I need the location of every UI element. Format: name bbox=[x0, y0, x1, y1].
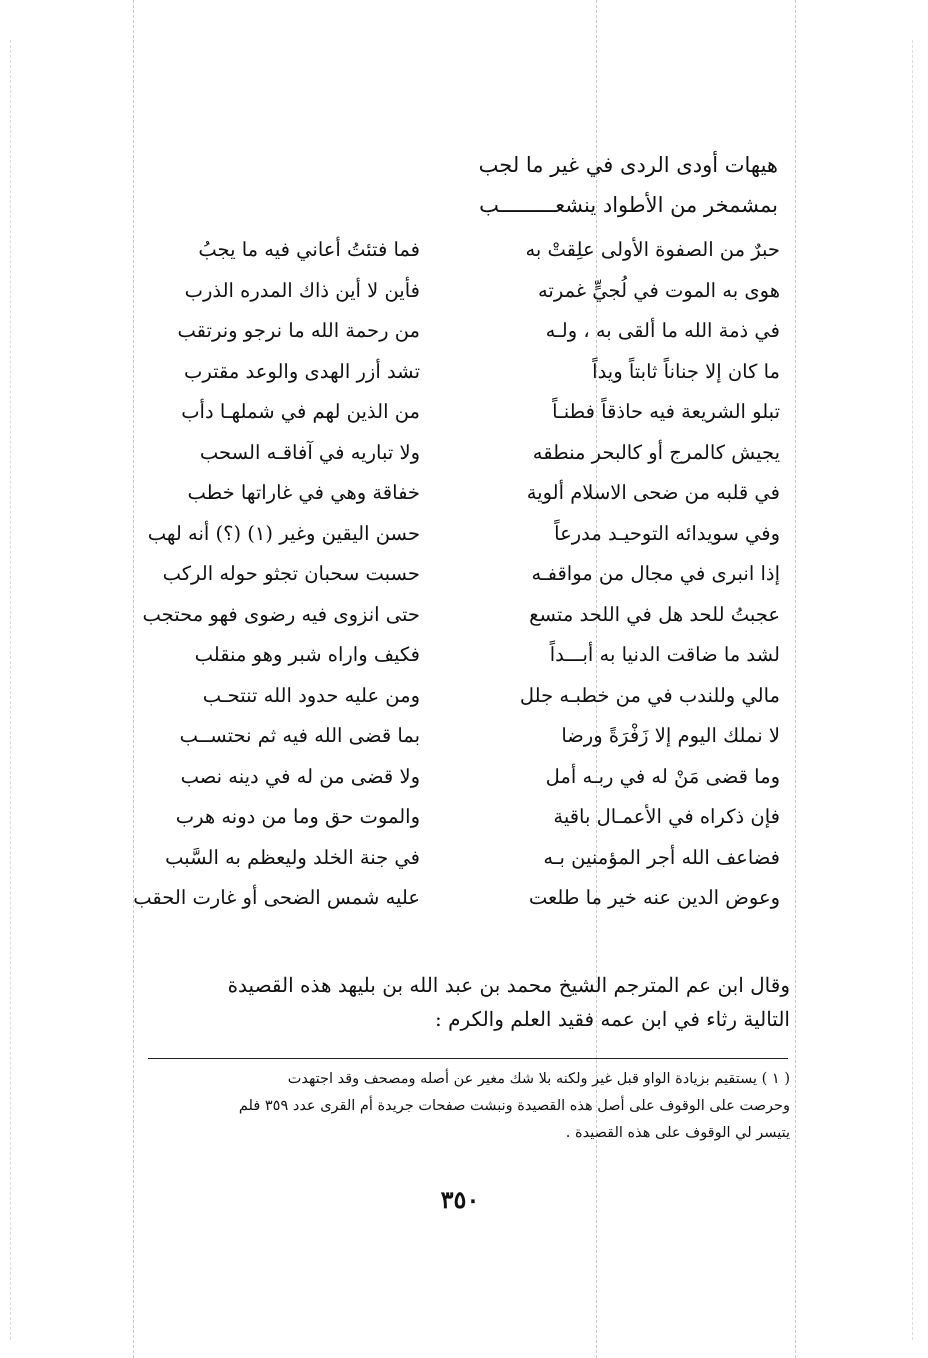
verse-second-hemistich: تشد أزر الهدى والوعد مقترب bbox=[184, 359, 420, 383]
verse-first-hemistich: لا نملك اليوم إلا زَفْرَةً ورضا bbox=[561, 724, 780, 747]
verse-row bbox=[120, 635, 780, 676]
opening-line: هيهات أودى الردى في غير ما لجب bbox=[478, 153, 778, 177]
footnote-separator bbox=[148, 1058, 788, 1059]
verse-second-hemistich: والموت حق وما من دونه هرب bbox=[175, 805, 420, 828]
verse-first-hemistich: وما قضى مَنْ له في ربـه أمل bbox=[545, 764, 780, 788]
prose-paragraph bbox=[120, 968, 790, 1036]
verse-second-hemistich: فما فتئتُ أعاني فيه ما يجبُ bbox=[198, 238, 420, 261]
verse-second-hemistich: بما قضى الله فيه ثم نحتســب bbox=[179, 724, 420, 747]
verse-first-hemistich: عجبتُ للحد هل في اللحد متسع bbox=[529, 602, 780, 626]
verse-row bbox=[120, 878, 780, 919]
footnote-line: يتيسر لي الوقوف على هذه القصيدة . bbox=[565, 1125, 790, 1141]
verse-second-hemistich: ومن عليه حدود الله تنتحـب bbox=[202, 683, 420, 707]
scan-guide-line bbox=[10, 40, 11, 1340]
verse-row bbox=[120, 392, 780, 433]
verse-row bbox=[120, 838, 780, 879]
verse-first-hemistich: فإن ذكراه في الأعمـال باقية bbox=[553, 805, 780, 828]
scan-guide-line bbox=[795, 0, 796, 1358]
verse-first-hemistich: وفي سويدائه التوحيـد مدرعاً bbox=[554, 521, 780, 545]
verse-second-hemistich: عليه شمس الضحى أو غارت الحقب bbox=[133, 886, 420, 909]
verse-row bbox=[120, 716, 780, 757]
verse-first-hemistich: فضاعف الله أجر المؤمنين بـه bbox=[543, 845, 780, 869]
verse-first-hemistich: يجيش كالمرج أو كالبحر منطقه bbox=[532, 440, 780, 464]
opening-verse bbox=[138, 145, 778, 225]
verse-first-hemistich: ما كان إلا جناناً ثابتاً ويداً bbox=[592, 359, 780, 383]
verse-row bbox=[120, 473, 780, 514]
verse-second-hemistich: من رحمة الله ما نرجو ونرتقب bbox=[177, 319, 420, 342]
verse-second-hemistich: حتى انزوى فيه رضوى فهو محتجب bbox=[142, 602, 420, 626]
verse-second-hemistich: فأين لا أين ذاك المدره الذرب bbox=[184, 278, 420, 302]
opening-line: بمشمخر من الأطواد ينشعـــــــــب bbox=[479, 193, 778, 217]
verse-row bbox=[120, 595, 780, 636]
verse-row bbox=[120, 311, 780, 352]
verse-first-hemistich: وعوض الدين عنه خير ما طلعت bbox=[528, 886, 780, 909]
footnote bbox=[120, 1066, 790, 1147]
verse-first-hemistich: مالي وللندب في من خطبـه جلل bbox=[519, 683, 780, 707]
footnote-line: وحرصت على الوقوف على أصل هذه القصيدة ونبشت صفحات جريدة أم القرى عدد ٣٥٩ فلم bbox=[238, 1098, 790, 1114]
scan-guide-line bbox=[912, 40, 913, 1340]
verse-first-hemistich: إذا انبرى في مجال من مواقفـه bbox=[531, 562, 780, 585]
verse-second-hemistich: حسن اليقين وغير (١) (؟) أنه لهب bbox=[147, 521, 420, 545]
prose-line: وقال ابن عم المترجم الشيخ محمد بن عبد الله بن بليهد هذه القصيدة bbox=[227, 973, 790, 997]
verse-second-hemistich: فكيف واراه شبر وهو منقلب bbox=[194, 643, 420, 666]
verse-second-hemistich: من الذين لهم في شملهـا دأب bbox=[181, 400, 420, 423]
verse-row bbox=[120, 271, 780, 312]
footnote-line: ( ١ ) يستقيم بزيادة الواو قبل غير ولكنه بلا شك مغير عن أصله ومصحف وقد اجتهدت bbox=[287, 1071, 790, 1087]
verse-first-hemistich: لشد ما ضاقت الدنيا به أبـــداً bbox=[549, 643, 780, 666]
verse-row bbox=[120, 230, 780, 271]
verse-first-hemistich: في ذمة الله ما ألقى به ، ولـه bbox=[545, 319, 780, 342]
verse-second-hemistich: حسبت سحبان تجثو حوله الركب bbox=[162, 562, 420, 585]
verse-row bbox=[120, 433, 780, 474]
verse-first-hemistich: في قلبه من ضحى الاسلام ألوية bbox=[526, 481, 780, 504]
verse-first-hemistich: تبلو الشريعة فيه حاذقاً فطنـاً bbox=[552, 400, 780, 423]
prose-line: التالية رثاء في ابن عمه فقيد العلم والكرم : bbox=[435, 1007, 790, 1031]
verse-second-hemistich: ولا قضى من له في دينه نصب bbox=[180, 764, 420, 788]
verse-second-hemistich: في جنة الخلد وليعظم به السَّبب bbox=[165, 845, 420, 869]
verse-row bbox=[120, 352, 780, 393]
verse-row bbox=[120, 676, 780, 717]
verse-row bbox=[120, 797, 780, 838]
verse-second-hemistich: ولا تباريه في آفاقـه السحب bbox=[199, 440, 420, 464]
poem-verses bbox=[120, 230, 780, 919]
verse-first-hemistich: حبرٌ من الصفوة الأولى علِقتْ به bbox=[525, 238, 780, 261]
verse-row bbox=[120, 514, 780, 555]
page-number: ٣٥٠ bbox=[440, 1185, 480, 1214]
verse-row bbox=[120, 757, 780, 798]
verse-second-hemistich: خفاقة وهي في غاراتها خطب bbox=[187, 481, 420, 504]
verse-row bbox=[120, 554, 780, 595]
verse-first-hemistich: هوى به الموت في لُجيٍّ غمرته bbox=[537, 278, 780, 302]
